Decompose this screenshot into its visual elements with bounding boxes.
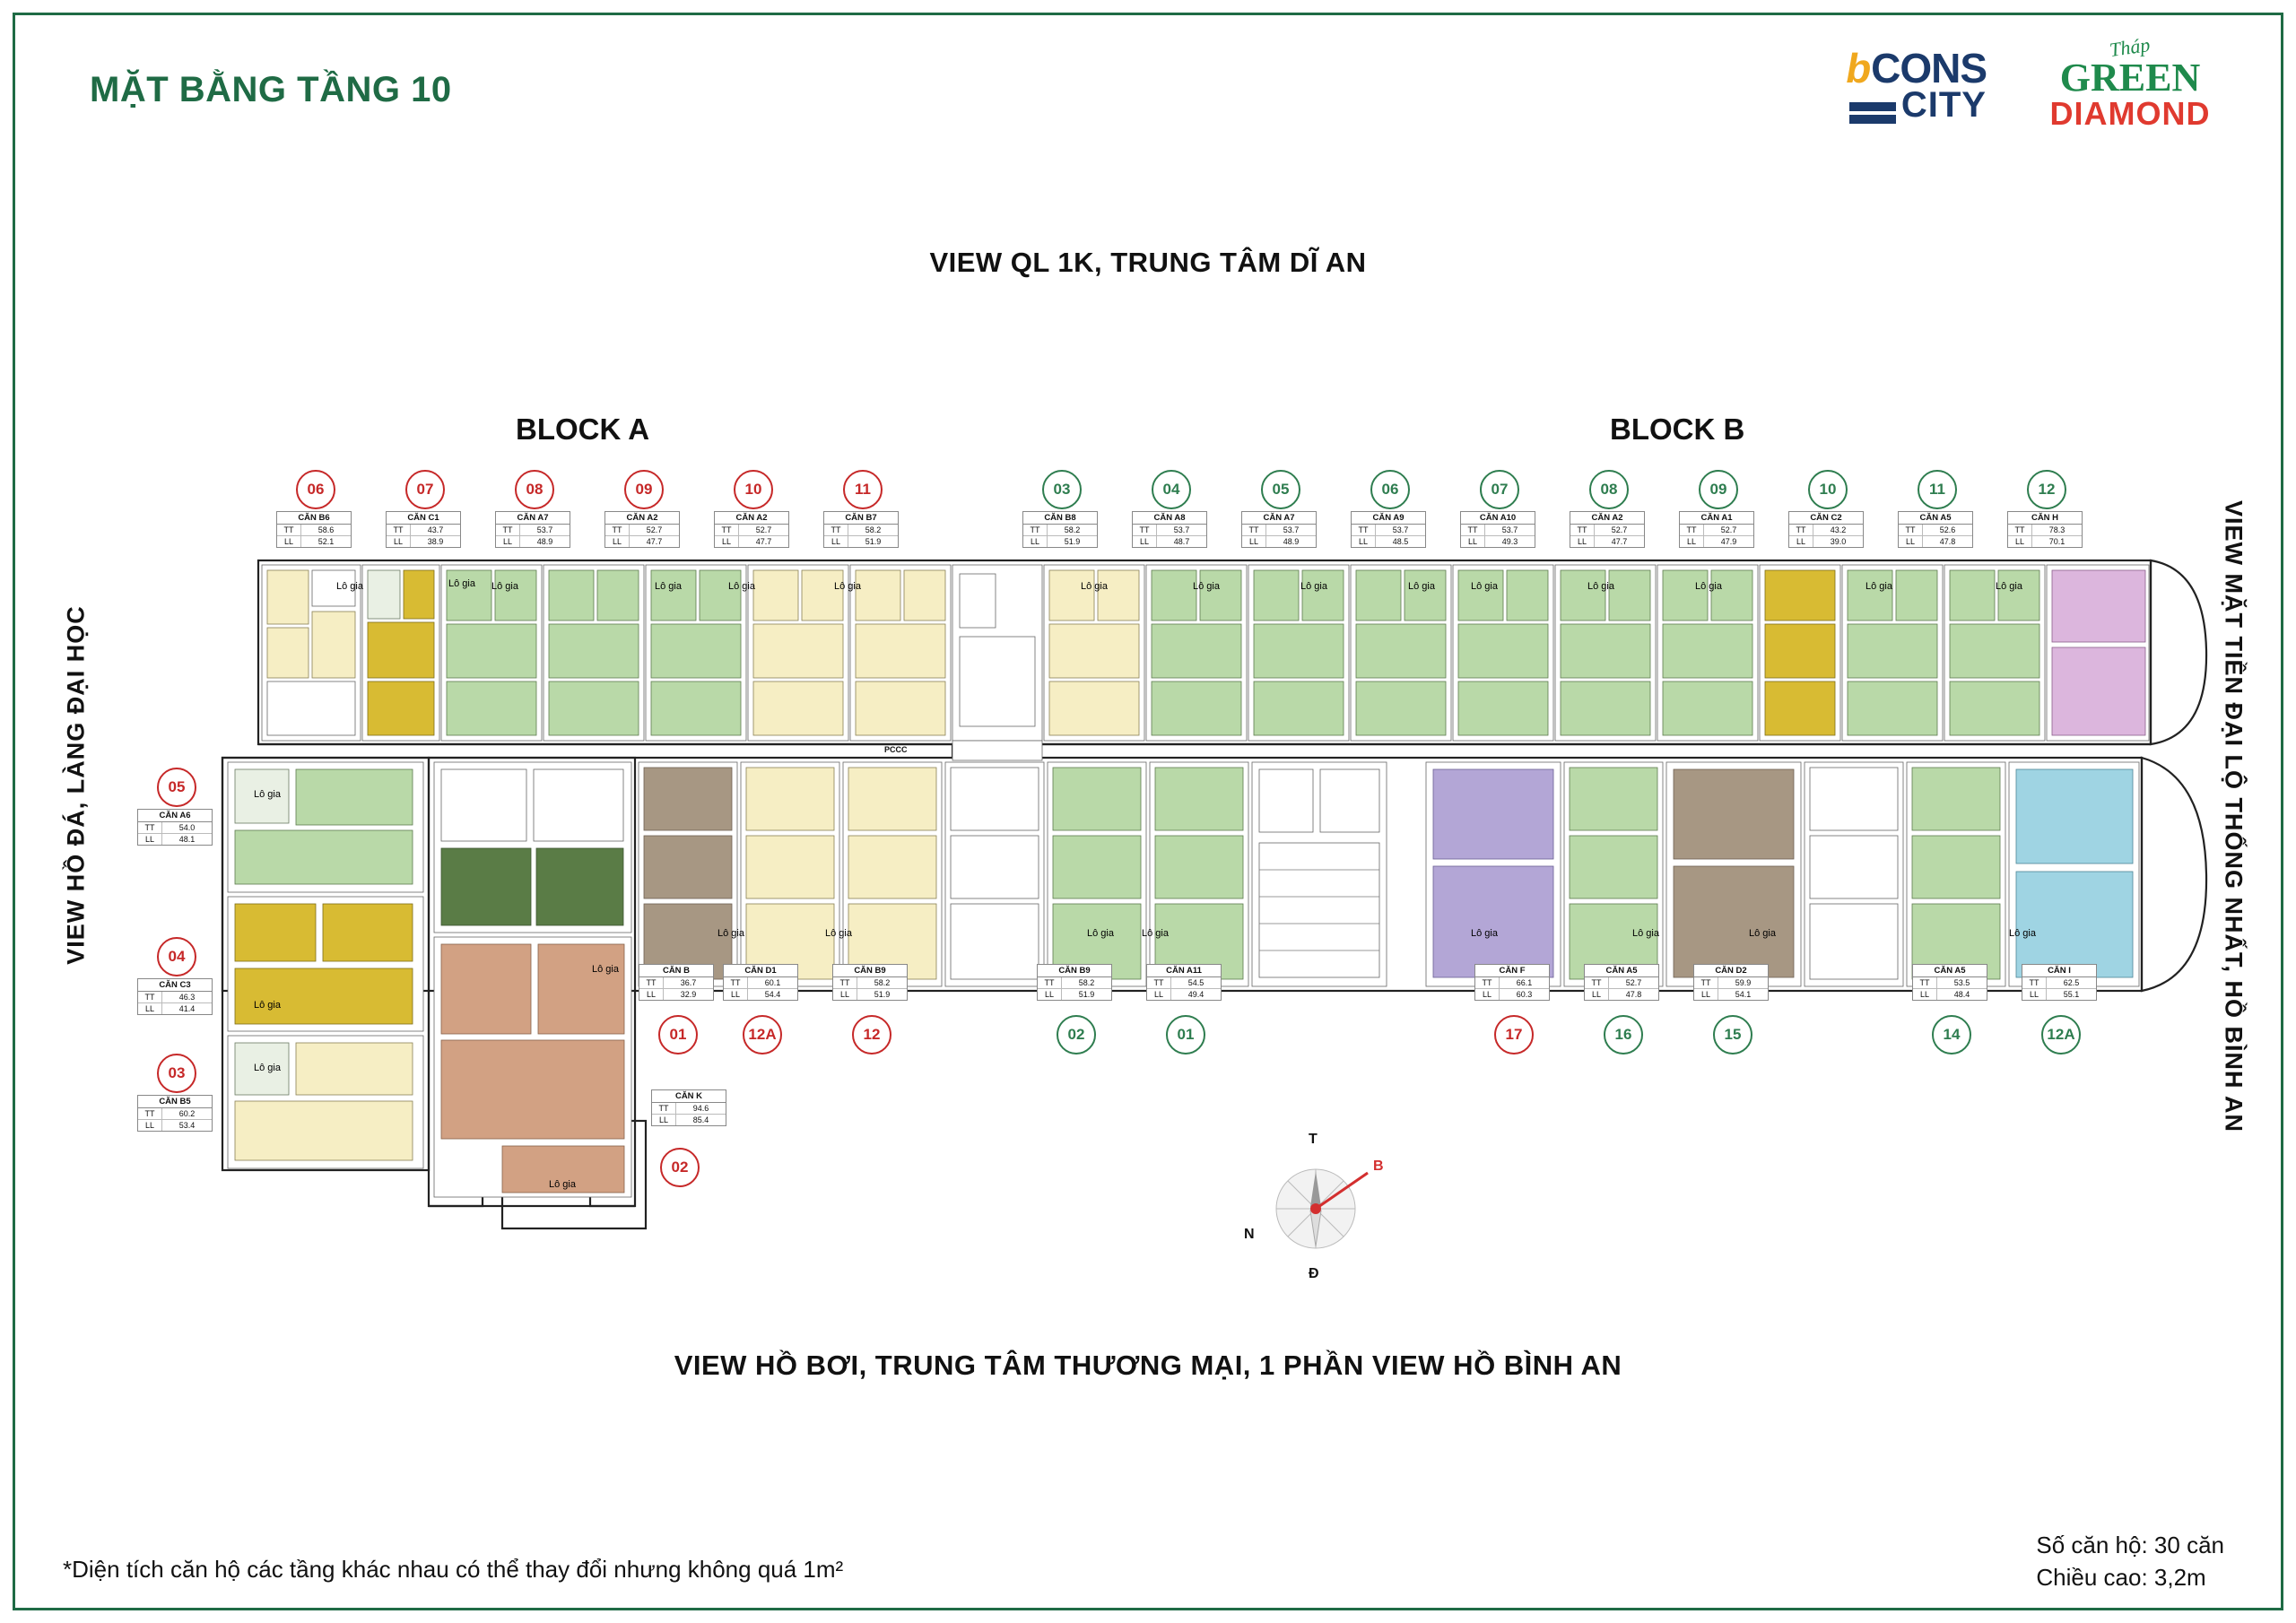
unit-card-b07 bbox=[1460, 511, 1535, 548]
unit-key-ll: LL bbox=[1023, 536, 1048, 547]
unit-code: CĂN B9 bbox=[833, 965, 907, 977]
unit-key-ll: LL bbox=[605, 536, 630, 547]
unit-badge-a08[interactable]: 08 bbox=[515, 470, 554, 509]
balcony-label-16: Lô gia bbox=[254, 789, 281, 800]
block-a-label: BLOCK A bbox=[516, 412, 650, 446]
unit-val-tt: 58.2 bbox=[1078, 978, 1095, 987]
unit-card-b14 bbox=[1912, 964, 1987, 1001]
unit-badge-b03[interactable]: 03 bbox=[1042, 470, 1082, 509]
unit-val-tt: 53.7 bbox=[1392, 525, 1409, 534]
unit-key-ll: LL bbox=[639, 989, 664, 1000]
unit-key-tt: TT bbox=[1570, 525, 1595, 535]
unit-key-tt: TT bbox=[1038, 977, 1062, 988]
unit-badge-b14[interactable]: 14 bbox=[1932, 1015, 1971, 1055]
unit-code: CĂN C2 bbox=[1789, 512, 1863, 525]
balcony-label-12: Lô gia bbox=[1587, 581, 1614, 592]
unit-badge-b06[interactable]: 06 bbox=[1370, 470, 1410, 509]
unit-val-tt: 43.2 bbox=[1830, 525, 1847, 534]
summary-height: Chiều cao: 3,2m bbox=[2036, 1564, 2206, 1591]
view-label-bottom: VIEW HỒ BƠI, TRUNG TÂM THƯƠNG MẠI, 1 PHẦN VIEW HỒ BÌNH AN bbox=[674, 1350, 1622, 1381]
unit-val-ll: 41.4 bbox=[178, 1004, 196, 1013]
unit-key-ll: LL bbox=[1133, 536, 1157, 547]
balcony-label-23: Lô gia bbox=[1087, 928, 1114, 939]
unit-card-b10 bbox=[1788, 511, 1864, 548]
unit-key-tt: TT bbox=[1913, 977, 1937, 988]
unit-key-tt: TT bbox=[496, 525, 520, 535]
unit-card-a11 bbox=[823, 511, 899, 548]
unit-key-tt: TT bbox=[2022, 977, 2047, 988]
unit-val-ll: 38.9 bbox=[427, 537, 444, 546]
balcony-label-4: Lô gia bbox=[655, 581, 682, 592]
unit-val-tt: 60.2 bbox=[178, 1109, 196, 1118]
compass-label-t: T bbox=[1309, 1132, 1318, 1147]
unit-val-tt: 52.7 bbox=[1720, 525, 1737, 534]
unit-val-ll: 85.4 bbox=[692, 1115, 709, 1124]
unit-code: CĂN A2 bbox=[1570, 512, 1644, 525]
unit-key-tt: TT bbox=[1352, 525, 1376, 535]
unit-key-ll: LL bbox=[1585, 989, 1609, 1000]
unit-code: CĂN A2 bbox=[715, 512, 788, 525]
unit-val-tt: 52.6 bbox=[1939, 525, 1956, 534]
unit-badge-b11[interactable]: 11 bbox=[1918, 470, 1957, 509]
balcony-label-28: Lô gia bbox=[2009, 928, 2036, 939]
unit-key-tt: TT bbox=[605, 525, 630, 535]
unit-badge-a12a[interactable]: 12A bbox=[743, 1015, 782, 1055]
unit-card-a04 bbox=[137, 978, 213, 1015]
unit-val-ll: 52.1 bbox=[317, 537, 335, 546]
unit-code: CĂN B6 bbox=[277, 512, 351, 525]
unit-card-b04 bbox=[1132, 511, 1207, 548]
unit-card-b15 bbox=[1693, 964, 1769, 1001]
unit-code: CĂN A1 bbox=[1680, 512, 1753, 525]
unit-card-a10 bbox=[714, 511, 789, 548]
unit-val-tt: 94.6 bbox=[692, 1104, 709, 1113]
unit-key-ll: LL bbox=[1038, 989, 1062, 1000]
balcony-label-14: Lô gia bbox=[1866, 581, 1892, 592]
unit-badge-b10[interactable]: 10 bbox=[1808, 470, 1848, 509]
unit-card-a05 bbox=[137, 809, 213, 846]
unit-val-ll: 51.9 bbox=[1064, 537, 1081, 546]
unit-card-b17 bbox=[1474, 964, 1550, 1001]
unit-code: CĂN D1 bbox=[724, 965, 797, 977]
unit-key-tt: TT bbox=[387, 525, 411, 535]
balcony-label-7: Lô gia bbox=[1081, 581, 1108, 592]
balcony-label-19: Lô gia bbox=[592, 964, 619, 975]
unit-code: CĂN K bbox=[652, 1090, 726, 1103]
balcony-label-1: Lô gia bbox=[336, 581, 363, 592]
unit-key-tt: TT bbox=[277, 525, 301, 535]
balcony-label-21: Lô gia bbox=[718, 928, 744, 939]
unit-key-tt: TT bbox=[1899, 525, 1923, 535]
unit-key-ll: LL bbox=[652, 1115, 676, 1125]
unit-card-a07 bbox=[386, 511, 461, 548]
unit-code: CĂN I bbox=[2022, 965, 2096, 977]
unit-key-ll: LL bbox=[1475, 989, 1500, 1000]
bcons-city-text: CITY bbox=[1900, 85, 1987, 125]
unit-val-ll: 48.1 bbox=[178, 835, 196, 844]
unit-val-tt: 53.7 bbox=[1173, 525, 1190, 534]
unit-key-ll: LL bbox=[138, 1003, 162, 1014]
bcons-cons-text: CONS bbox=[1871, 45, 1987, 91]
unit-code: CĂN A8 bbox=[1133, 512, 1206, 525]
unit-badge-a12[interactable]: 12 bbox=[852, 1015, 891, 1055]
unit-key-ll: LL bbox=[277, 536, 301, 547]
balcony-label-26: Lô gia bbox=[1632, 928, 1659, 939]
unit-key-tt: TT bbox=[2008, 525, 2032, 535]
unit-code: CĂN A5 bbox=[1899, 512, 1972, 525]
unit-badge-a07[interactable]: 07 bbox=[405, 470, 445, 509]
unit-badge-a05[interactable]: 05 bbox=[157, 768, 196, 807]
unit-card-b12a bbox=[2022, 964, 2097, 1001]
unit-badge-a09[interactable]: 09 bbox=[624, 470, 664, 509]
unit-badge-b01[interactable]: 01 bbox=[1166, 1015, 1205, 1055]
unit-val-ll: 47.7 bbox=[755, 537, 772, 546]
page-title: MẶT BẰNG TẦNG 10 bbox=[90, 70, 452, 109]
unit-val-tt: 53.7 bbox=[1501, 525, 1518, 534]
unit-key-tt: TT bbox=[1680, 525, 1704, 535]
compass-label-d: Đ bbox=[1309, 1266, 1319, 1281]
unit-card-k bbox=[651, 1089, 726, 1126]
unit-key-ll: LL bbox=[1789, 536, 1813, 547]
unit-val-ll: 70.1 bbox=[2048, 537, 2066, 546]
unit-card-a08 bbox=[495, 511, 570, 548]
unit-key-tt: TT bbox=[138, 1108, 162, 1119]
unit-val-tt: 59.9 bbox=[1735, 978, 1752, 987]
green-thap-text: Tháp bbox=[2108, 32, 2152, 62]
unit-val-tt: 53.7 bbox=[536, 525, 553, 534]
unit-key-ll: LL bbox=[496, 536, 520, 547]
unit-val-tt: 54.5 bbox=[1187, 978, 1205, 987]
compass-label-n: N bbox=[1244, 1227, 1255, 1242]
unit-key-ll: LL bbox=[138, 834, 162, 845]
view-label-left: VIEW HỒ ĐÁ, LÀNG ĐẠI HỌC bbox=[62, 605, 90, 965]
unit-card-b11 bbox=[1898, 511, 1973, 548]
unit-val-tt: 58.2 bbox=[874, 978, 891, 987]
compass-rose bbox=[1244, 1132, 1413, 1282]
unit-key-ll: LL bbox=[1913, 989, 1937, 1000]
balcony-label-11: Lô gia bbox=[1471, 581, 1498, 592]
unit-key-ll: LL bbox=[387, 536, 411, 547]
summary-block bbox=[2036, 1529, 2224, 1593]
unit-key-tt: TT bbox=[138, 822, 162, 833]
unit-badge-b12a[interactable]: 12A bbox=[2041, 1015, 2081, 1055]
unit-code: CĂN A7 bbox=[1242, 512, 1316, 525]
unit-key-tt: TT bbox=[1789, 525, 1813, 535]
unit-key-tt: TT bbox=[1023, 525, 1048, 535]
unit-badge-a02k[interactable]: 02 bbox=[660, 1148, 700, 1187]
unit-val-tt: 52.7 bbox=[1625, 978, 1642, 987]
unit-badge-b04[interactable]: 04 bbox=[1152, 470, 1191, 509]
unit-code: CĂN B9 bbox=[1038, 965, 1111, 977]
unit-code: CĂN D2 bbox=[1694, 965, 1768, 977]
unit-key-tt: TT bbox=[1694, 977, 1718, 988]
unit-key-tt: TT bbox=[138, 992, 162, 1002]
unit-card-a12 bbox=[832, 964, 908, 1001]
balcony-label-3: Lô gia bbox=[491, 581, 518, 592]
balcony-label-6: Lô gia bbox=[834, 581, 861, 592]
unit-code: CĂN A2 bbox=[605, 512, 679, 525]
unit-key-ll: LL bbox=[2022, 989, 2047, 1000]
unit-card-a03 bbox=[137, 1095, 213, 1132]
unit-key-ll: LL bbox=[138, 1120, 162, 1131]
balcony-label-24: Lô gia bbox=[1142, 928, 1169, 939]
unit-card-b02 bbox=[1037, 964, 1112, 1001]
unit-key-ll: LL bbox=[824, 536, 848, 547]
unit-badge-a06[interactable]: 06 bbox=[296, 470, 335, 509]
unit-key-tt: TT bbox=[1242, 525, 1266, 535]
block-b-label: BLOCK B bbox=[1610, 412, 1745, 446]
unit-code: CĂN A5 bbox=[1913, 965, 1987, 977]
unit-card-a09 bbox=[604, 511, 680, 548]
unit-val-tt: 43.7 bbox=[427, 525, 444, 534]
balcony-label-5: Lô gia bbox=[728, 581, 755, 592]
unit-key-ll: LL bbox=[2008, 536, 2032, 547]
bcons-b-mark: b bbox=[1842, 45, 1875, 91]
unit-card-b09 bbox=[1679, 511, 1754, 548]
unit-code: CĂN H bbox=[2008, 512, 2082, 525]
pccc-label: PCCC bbox=[884, 745, 908, 754]
unit-key-tt: TT bbox=[724, 977, 748, 988]
unit-card-a12a bbox=[723, 964, 798, 1001]
unit-card-a06 bbox=[276, 511, 352, 548]
unit-badge-b07[interactable]: 07 bbox=[1480, 470, 1519, 509]
unit-code: CĂN A5 bbox=[1585, 965, 1658, 977]
unit-key-tt: TT bbox=[1585, 977, 1609, 988]
unit-code: CĂN A9 bbox=[1352, 512, 1425, 525]
unit-val-tt: 52.7 bbox=[646, 525, 663, 534]
unit-code: CĂN F bbox=[1475, 965, 1549, 977]
unit-key-tt: TT bbox=[715, 525, 739, 535]
unit-val-ll: 51.9 bbox=[865, 537, 882, 546]
unit-badge-a10[interactable]: 10 bbox=[734, 470, 773, 509]
unit-card-b03 bbox=[1022, 511, 1098, 548]
unit-val-ll: 49.4 bbox=[1187, 990, 1205, 999]
footnote: *Diện tích căn hộ các tầng khác nhau có thể thay đổi nhưng không quá 1m² bbox=[63, 1556, 844, 1583]
unit-val-tt: 46.3 bbox=[178, 993, 196, 1002]
summary-units: Số căn hộ: 30 căn bbox=[2036, 1532, 2224, 1558]
unit-card-b05 bbox=[1241, 511, 1317, 548]
unit-badge-b02[interactable]: 02 bbox=[1057, 1015, 1096, 1055]
unit-key-ll: LL bbox=[1570, 536, 1595, 547]
unit-val-ll: 47.9 bbox=[1720, 537, 1737, 546]
unit-val-tt: 52.7 bbox=[1611, 525, 1628, 534]
unit-val-ll: 48.9 bbox=[536, 537, 553, 546]
unit-val-tt: 78.3 bbox=[2048, 525, 2066, 534]
unit-code: CĂN A11 bbox=[1147, 965, 1221, 977]
unit-badge-b09[interactable]: 09 bbox=[1699, 470, 1738, 509]
unit-key-tt: TT bbox=[652, 1103, 676, 1114]
unit-val-tt: 58.2 bbox=[865, 525, 882, 534]
unit-val-ll: 48.7 bbox=[1173, 537, 1190, 546]
unit-badge-b17[interactable]: 17 bbox=[1494, 1015, 1534, 1055]
unit-val-tt: 53.5 bbox=[1953, 978, 1970, 987]
unit-key-ll: LL bbox=[1461, 536, 1485, 547]
unit-code: CĂN B5 bbox=[138, 1096, 212, 1108]
unit-key-ll: LL bbox=[1680, 536, 1704, 547]
green-diamond-text: DIAMOND bbox=[2049, 95, 2211, 132]
unit-code: CĂN B7 bbox=[824, 512, 898, 525]
unit-val-tt: 58.6 bbox=[317, 525, 335, 534]
balcony-label-27: Lô gia bbox=[1749, 928, 1776, 939]
unit-val-ll: 54.1 bbox=[1735, 990, 1752, 999]
balcony-label-20: Lô gia bbox=[549, 1179, 576, 1190]
unit-code: CĂN A7 bbox=[496, 512, 570, 525]
unit-val-ll: 47.8 bbox=[1625, 990, 1642, 999]
unit-val-ll: 48.9 bbox=[1283, 537, 1300, 546]
unit-val-ll: 47.8 bbox=[1939, 537, 1956, 546]
unit-badge-a04[interactable]: 04 bbox=[157, 937, 196, 976]
unit-key-ll: LL bbox=[715, 536, 739, 547]
balcony-label-17: Lô gia bbox=[254, 1000, 281, 1011]
unit-val-ll: 54.4 bbox=[764, 990, 781, 999]
balcony-label-8: Lô gia bbox=[1193, 581, 1220, 592]
balcony-label-25: Lô gia bbox=[1471, 928, 1498, 939]
unit-val-ll: 60.3 bbox=[1516, 990, 1533, 999]
unit-key-tt: TT bbox=[824, 525, 848, 535]
balcony-label-22: Lô gia bbox=[825, 928, 852, 939]
unit-code: CĂN C3 bbox=[138, 979, 212, 992]
unit-code: CĂN A6 bbox=[138, 810, 212, 822]
unit-key-tt: TT bbox=[1461, 525, 1485, 535]
unit-val-ll: 51.9 bbox=[874, 990, 891, 999]
unit-val-ll: 47.7 bbox=[1611, 537, 1628, 546]
unit-card-a01 bbox=[639, 964, 714, 1001]
balcony-label-15: Lô gia bbox=[1996, 581, 2022, 592]
unit-val-ll: 55.1 bbox=[2063, 990, 2080, 999]
balcony-label-10: Lô gia bbox=[1408, 581, 1435, 592]
unit-card-b06 bbox=[1351, 511, 1426, 548]
unit-val-tt: 36.7 bbox=[680, 978, 697, 987]
unit-key-tt: TT bbox=[833, 977, 857, 988]
unit-card-b16 bbox=[1584, 964, 1659, 1001]
view-label-right: VIEW MẶT TIỀN ĐẠI LỘ THỐNG NHẤT, HỒ BÌNH AN bbox=[2220, 500, 2248, 1133]
balcony-label-2: Lô gia bbox=[448, 578, 475, 589]
unit-badge-a03[interactable]: 03 bbox=[157, 1054, 196, 1093]
unit-val-tt: 52.7 bbox=[755, 525, 772, 534]
unit-val-ll: 48.5 bbox=[1392, 537, 1409, 546]
unit-val-tt: 66.1 bbox=[1516, 978, 1533, 987]
unit-code: CĂN B8 bbox=[1023, 512, 1097, 525]
unit-key-ll: LL bbox=[833, 989, 857, 1000]
unit-badge-a11[interactable]: 11 bbox=[843, 470, 883, 509]
unit-badge-b12[interactable]: 12 bbox=[2027, 470, 2066, 509]
unit-key-ll: LL bbox=[724, 989, 748, 1000]
green-name-text: GREEN bbox=[2059, 56, 2201, 100]
view-label-top: VIEW QL 1K, TRUNG TÂM DĨ AN bbox=[929, 247, 1367, 278]
unit-val-tt: 53.7 bbox=[1283, 525, 1300, 534]
unit-key-ll: LL bbox=[1899, 536, 1923, 547]
balcony-label-18: Lô gia bbox=[254, 1063, 281, 1073]
unit-val-ll: 49.3 bbox=[1501, 537, 1518, 546]
unit-badge-a01[interactable]: 01 bbox=[658, 1015, 698, 1055]
unit-code: CĂN A10 bbox=[1461, 512, 1535, 525]
unit-key-tt: TT bbox=[1133, 525, 1157, 535]
unit-key-ll: LL bbox=[1694, 989, 1718, 1000]
unit-code: CĂN C1 bbox=[387, 512, 460, 525]
unit-val-tt: 60.1 bbox=[764, 978, 781, 987]
unit-card-b08 bbox=[1570, 511, 1645, 548]
unit-val-tt: 54.0 bbox=[178, 823, 196, 832]
unit-badge-b15[interactable]: 15 bbox=[1713, 1015, 1752, 1055]
unit-code: CĂN B bbox=[639, 965, 713, 977]
unit-val-ll: 47.7 bbox=[646, 537, 663, 546]
unit-card-b01 bbox=[1146, 964, 1222, 1001]
unit-key-ll: LL bbox=[1147, 989, 1171, 1000]
unit-val-ll: 39.0 bbox=[1830, 537, 1847, 546]
unit-key-tt: TT bbox=[639, 977, 664, 988]
unit-badge-b08[interactable]: 08 bbox=[1589, 470, 1629, 509]
unit-card-b12 bbox=[2007, 511, 2083, 548]
unit-val-ll: 53.4 bbox=[178, 1121, 196, 1130]
balcony-label-13: Lô gia bbox=[1695, 581, 1722, 592]
unit-badge-b16[interactable]: 16 bbox=[1604, 1015, 1643, 1055]
unit-badge-b05[interactable]: 05 bbox=[1261, 470, 1300, 509]
unit-key-tt: TT bbox=[1475, 977, 1500, 988]
balcony-label-9: Lô gia bbox=[1300, 581, 1327, 592]
unit-val-tt: 62.5 bbox=[2063, 978, 2080, 987]
unit-val-tt: 58.2 bbox=[1064, 525, 1081, 534]
unit-val-ll: 32.9 bbox=[680, 990, 697, 999]
unit-key-ll: LL bbox=[1242, 536, 1266, 547]
unit-val-ll: 51.9 bbox=[1078, 990, 1095, 999]
unit-key-ll: LL bbox=[1352, 536, 1376, 547]
unit-key-tt: TT bbox=[1147, 977, 1171, 988]
compass-label-b: B bbox=[1373, 1159, 1384, 1174]
unit-val-ll: 48.4 bbox=[1953, 990, 1970, 999]
